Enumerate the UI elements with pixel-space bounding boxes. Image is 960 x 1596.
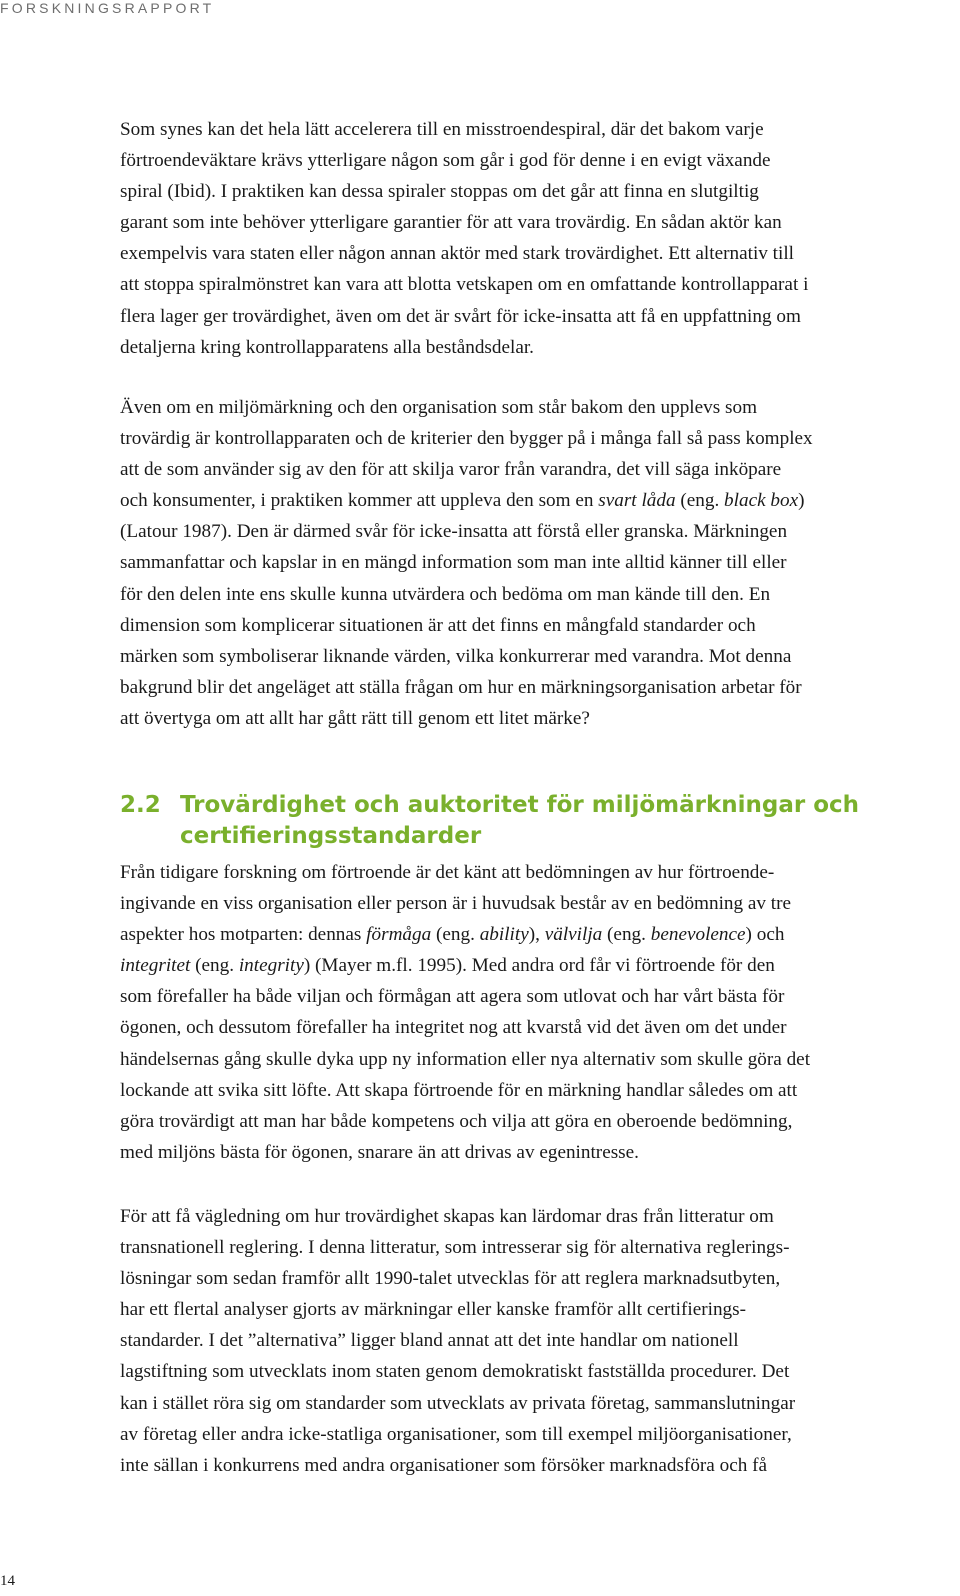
paragraph xyxy=(120,392,950,734)
text-line xyxy=(120,1419,950,1450)
text-run: och konsumenter, i praktiken kommer att uppleva den som en xyxy=(120,490,599,512)
text-run: spiral (Ibid). I praktiken kan dessa spiraler stoppas om det går att finna en slutgiltig xyxy=(120,181,759,203)
text-run: (eng. xyxy=(190,955,239,977)
text-line xyxy=(120,1232,950,1263)
paragraph xyxy=(120,1201,950,1481)
text-run: som förefaller ha både viljan och förmågan att agera som utlovat och har vårt bästa för xyxy=(120,986,785,1008)
text-line xyxy=(120,703,950,734)
text-run: inte sällan i konkurrens med andra organisationer som försöker marknadsföra och få xyxy=(120,1454,768,1476)
italic-term: förmåga xyxy=(366,924,432,946)
text-run: att övertyga om att allt har gått rätt till genom ett litet märke? xyxy=(120,707,590,729)
text-line xyxy=(120,857,950,888)
text-run: sammanfattar och kapslar in en mängd information som man inte alltid känner till eller xyxy=(120,552,787,574)
text-line xyxy=(120,981,950,1012)
text-run: Från tidigare forskning om förtroende är det känt att bedömningen av hur förtroende- xyxy=(120,862,775,883)
text-run: ) xyxy=(798,490,805,512)
text-line xyxy=(120,641,950,672)
text-run: ingivande en viss organisation eller person är i huvudsak består av en bedömning av tre xyxy=(120,893,792,915)
text-run: (eng. xyxy=(675,490,725,512)
text-line xyxy=(120,1044,950,1075)
italic-term: integrity xyxy=(238,955,304,977)
text-line xyxy=(120,454,950,485)
section-title-line: certifieringsstandarder xyxy=(180,823,482,849)
running-head: FORSKNINGSRAPPORT xyxy=(0,0,215,16)
text-line xyxy=(120,547,950,578)
text-line xyxy=(120,610,950,641)
text-run: transnationell reglering. I denna litteratur, som intresserar sig för alternativa reglerings- xyxy=(120,1237,790,1259)
text-run: Även om en miljömärkning och den organisation som står bakom den upplevs som xyxy=(120,397,758,418)
text-line xyxy=(120,1106,950,1137)
text-run: flera lager ger trovärdighet, även om det är svårt för icke-insatta att få en uppfattning om xyxy=(120,305,801,327)
section-number: 2.2 xyxy=(120,792,161,818)
text-run: förtroendeväktare krävs ytterligare någon som går i god för denne i en evigt växande xyxy=(120,150,771,172)
text-run: ), xyxy=(528,924,545,946)
text-line xyxy=(120,919,950,950)
text-run: dimension som komplicerar situationen är att det finns en mångfald standarder och xyxy=(120,614,756,636)
text-run: ) (Mayer m.fl. 1995). Med andra ord får vi förtroende för den xyxy=(303,955,775,977)
text-run: standarder. I det ”alternativa” ligger bland annat att det inte handlar om nationell xyxy=(120,1330,739,1352)
text-run: ) och xyxy=(745,924,785,946)
text-run: ögonen, och dessutom förefaller ha integritet nog att kvarstå vid det även om det under xyxy=(120,1017,787,1039)
text-run: (eng. xyxy=(602,924,651,946)
text-run: att de som använder sig av den för att skilja varor från varandra, det vill säga inköpare xyxy=(120,459,782,481)
text-line xyxy=(120,485,950,516)
italic-term: välvilja xyxy=(544,924,603,946)
text-line xyxy=(120,1137,950,1168)
text-line xyxy=(120,301,950,332)
italic-term: benevolence xyxy=(650,924,746,946)
text-run: lockande att svika sitt löfte. Att skapa förtroende för en märkning handlar således om att xyxy=(120,1079,798,1101)
italic-term: black box xyxy=(724,490,799,512)
text-run: för den delen inte ens skulle kunna utvärdera och bedöma om man kände till den. En xyxy=(120,583,771,605)
text-run: av företag eller andra icke-statliga organisationer, som till exempel miljöorganisationer, xyxy=(120,1423,792,1445)
text-run: med miljöns bästa för ögonen, snarare än att drivas av egenintresse. xyxy=(120,1141,639,1163)
paragraph xyxy=(120,857,950,1168)
text-line xyxy=(120,392,950,423)
text-line xyxy=(120,269,950,300)
text-line xyxy=(120,1325,950,1356)
text-line xyxy=(120,114,950,145)
text-run: händelsernas gång skulle dyka upp ny information eller nya alternativ som skulle göra det xyxy=(120,1048,811,1070)
text-line xyxy=(120,332,950,363)
text-line xyxy=(120,1263,950,1294)
text-run: att stoppa spiralmönstret kan vara att blotta vetskapen om en omfattande kontrollapparat i xyxy=(120,274,809,296)
text-line xyxy=(120,207,950,238)
text-line xyxy=(120,423,950,454)
section-heading xyxy=(120,790,950,852)
text-line xyxy=(120,516,950,547)
text-run: exempelvis vara staten eller någon annan aktör med stark trovärdighet. Ett alternativ till xyxy=(120,243,794,265)
text-line xyxy=(120,145,950,176)
text-line xyxy=(120,1388,950,1419)
page-number: 14 xyxy=(0,1573,15,1589)
text-run: märken som symboliserar liknande värden, vilka konkurrerar med varandra. Mot denna xyxy=(120,645,792,667)
text-line xyxy=(120,579,950,610)
text-line xyxy=(120,238,950,269)
text-run: göra trovärdigt att man har både kompetens och vilja att göra en oberoende bedömning, xyxy=(120,1110,793,1132)
italic-term: integritet xyxy=(120,955,191,977)
text-run: För att få vägledning om hur trovärdighet skapas kan lärdomar dras från litteratur om xyxy=(120,1206,774,1227)
text-run: (Latour 1987). Den är därmed svår för icke-insatta att förstå eller granska. Märkningen xyxy=(120,521,788,543)
section-title-line: Trovärdighet och auktoritet för miljömärkningar och xyxy=(180,792,860,818)
text-line xyxy=(120,1450,950,1481)
text-run: (eng. xyxy=(431,924,480,946)
text-run: kan i stället röra sig om standarder som utvecklats av privata företag, sammanslutningar xyxy=(120,1392,796,1414)
text-run: garant som inte behöver ytterligare garantier för att vara trovärdig. En sådan aktör kan xyxy=(120,212,782,234)
italic-term: svart låda xyxy=(598,490,676,512)
paragraph xyxy=(120,114,950,363)
text-run: aspekter hos motparten: dennas xyxy=(120,924,367,946)
italic-term: ability xyxy=(479,924,529,946)
text-line xyxy=(120,1012,950,1043)
text-line xyxy=(120,1356,950,1387)
text-line xyxy=(120,1201,950,1232)
text-run: lagstiftning som utvecklats inom staten genom demokratiskt fastställda procedurer. Det xyxy=(120,1361,790,1383)
text-line xyxy=(120,1294,950,1325)
text-line xyxy=(120,176,950,207)
text-run: lösningar som sedan framför allt 1990-talet utvecklas för att reglera marknadsutbyten, xyxy=(120,1268,781,1290)
text-run: detaljerna kring kontrollapparatens alla beståndsdelar. xyxy=(120,336,534,358)
text-line xyxy=(120,888,950,919)
text-run: trovärdig är kontrollapparaten och de kriterier den bygger på i många fall så pass komplex xyxy=(120,428,813,450)
text-line xyxy=(120,1075,950,1106)
text-run: har ett flertal analyser gjorts av märkningar eller kanske framför allt certifierings- xyxy=(120,1299,746,1321)
text-run: Som synes kan det hela lätt accelerera till en misstroendespiral, där det bakom varje xyxy=(120,119,764,140)
text-line xyxy=(120,950,950,981)
text-run: bakgrund blir det angeläget att ställa frågan om hur en märkningsorganisation arbetar för xyxy=(120,676,802,698)
text-line xyxy=(120,672,950,703)
